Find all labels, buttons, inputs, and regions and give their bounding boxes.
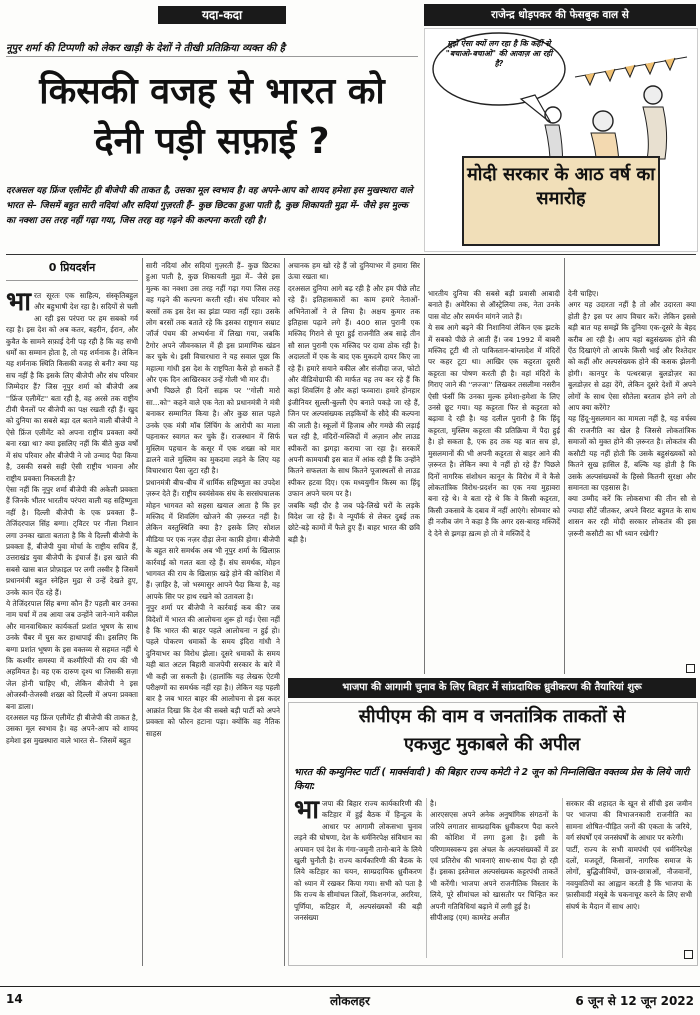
- byline: 0 प्रियदर्शन: [48, 261, 96, 274]
- article-column-2: सारी नदियां और सदियां गुज़रती हैं– कुछ छिटका हुआ पाती है, कुछ शिकायती मुद्रा में– जैसे इस मुल्क का नक्शा उस तरह नहीं गढ़ा गया जिस तरह वह गढ़ने की कल्पना करती रही। संघ परिवार को बरसों तक इस देश का झंडा प्यारा नहीं रहा। उसके लोग बरसों तक बताते रहे कि इसका राष्ट्रगान सम्राट जॉर्ज पंचम की अभ्यर्थना में लिखा गया, जबकि टैगोर अपने जीवनकाल में ही इस प्रामाणिक खंडन कर चुके थे। इसी विचारधारा ने यह सवाल पूछा कि महात्मा गांधी इस देश के राष्ट्रपिता कैसे हो सकते हैं और एक दिन आखिरकार उन्हें गोली भी मार दी। अभी पिछले ही दिनों सड़क पर ''गोली मारो सा...को'' कहने वाले एक नेता को प्रधानमंत्री ने मंत्री बनाकर सम्मानित किया है। और कुछ साल पहले उनके एक मंत्री मॉब लिंचिंग के आरोपी का माला पहनाकर स्वागत कर चुके हैं। राजस्थान में सिर्फ मुस्लिम पहचान के कसूर में एक शख्स को मार डालने वाले मुस्लिम का मुकदमा लड़ने के लिए यह विचारधारा पैसा जुटा रही है। प्रधानमंत्री बीच-बीच में धार्मिक सहिष्णुता का उपदेश ज़रूर देते हैं। राष्ट्रीय स्वयंसेवक संघ के सरसंघचालक मोहन भागवत को सहसा खयाल आता है कि हर मस्जिद में शिवलिंग खोजने की ज़रूरत नहीं है। लेकिन वस्तुस्थिति क्या है? इसके लिए सोशल मीडिया पर एक नज़र दौड़ा लेना काफ़ी होगा। बीजेपी के बहुत सारे समर्थक अब भी नूपुर शर्मा के खिलाफ़ कार्रवाई को गलत बता रहे हैं। संघ समर्थक, मोहन भागवत की राय के खिलाफ़ खड़े होने की कोशिश में हैं। ज़ाहिर है, जो भस्मासुर आपने पैदा किया है, वह आपके सिर पर हाथ रखने को उतावला है। नूपुर शर्मा पर बीजेपी ने कार्रवाई कब की? जब विदेशों में भारत की आलोचना शुरू हो गई। ऐसा नहीं है कि भारत की बाहर पहले आलोचना न हुई हो। पहले पोकरण धमाकों के समय इंदिरा गांधी ने दुनियाभर का विरोध झेला। दूसरे धमाकों के समय यही बात अटल बिहारी वाजपेयी सरकार के बारे में भी कही जा सकती है। (हालांकि यह लेखक ऐटमी परीक्षणों का समर्थक नहीं रहा है।) लेकिन यह पहली बार है जब भारत बाहर की आलोचना से इस कदर आक्रांत दिखा कि देश की सबसे बड़ी पार्टी को अपने प्रवक्ता को फौरन हटाना पड़ा। क्योंकि वह नैतिक साहस: [146, 261, 280, 738]
- article-column-1-text: रत सूरतः एक साहित्य, संस्कृतिबहुल और बहुभाषी देश रहा है। सदियों से चली आ रही इस परंपरा पर हम सबको गर्व रहा है। इस देश को अब कतर, बहरीन, ईरान, और कुवैत के सामने सफ़ाई देनी पड़ रही है कि वह सभी धर्मों का सम्मान होता है, तो यह शर्मनाक है। लेकिन यह शर्मनाक स्थिति किसकी वजह से बनी? क्या यह सच नहीं है कि इसके लिए बीजेपी और संघ परिवार जिम्मेदार हैं? जिस नूपुर शर्मा को बीजेपी अब ''फ्रिंज एलीमेंट'' बता रही है, वह अरसे तक राष्ट्रीय टीवी चैनलों पर बीजेपी का पक्ष रखती रही हैं। खुद को दुनिया का सबसे बड़ा दल बताने वाली बीजेपी ने ऐसे फ्रिंज एलीमेंट को अपना राष्ट्रीय प्रवक्ता क्यों बना रखा था? क्या इसलिए नहीं कि बीते कुछ वर्षों में संघ परिवार और बीजेपी ने जो उन्माद पैदा किया है, उसकी सबसे सही ऐसी राष्ट्रीय भावना और राष्ट्रीय प्रवक्ता निकलती है? ऐसा नहीं कि नूपुर शर्मा बीजेपी की अकेली प्रवक्ता हैं जिनके भीतर भारतीय परंपरा वाली यह सहिष्णुता नहीं है। दिल्ली बीजेपी के एक प्रवक्ता हैं– तेजिंदरपाल सिंह बग्गा। ट्विटर पर नीला निशान लगा उनका खाता बताता है कि वे दिल्ली बीजेपी के प्रवक्ता हैं, बीजेपी युवा मोर्चा के राष्ट्रीय सचिव हैं, उत्तराखंड युवा बीजेपी के इंचार्ज हैं। इस खाते की सबसे खास बात प्रोफ़ाइल पर लगी तस्वीर है जिसमें प्रधानमंत्री बहुत स्नेहिल मुद्रा से उन्हें देखते हुए, उनके कान ऐंठ रहे हैं। ये तेजिंदरपाल सिंह बग्गा कौन हैं? पहली बार उनका नाम चर्चा में तब आया जब उन्होंने जाने-माने वकील और मानवाधिकार कार्यकर्ता प्रशांत भूषण के साथ उनके चैंबर में घुस कर हाथापाई की। इसलिए कि बग्गा प्रशांत भूषण के इस वक्तव्य से सहमत नहीं थे कि कश्मीर समस्या में कश्मीरियों की राय की भी अहमियत है। वह एक दारुण दृश्य था जिसकी सज़ा जेल होनी चाहिए थी, लेकिन बीजेपी ने इस ओजस्वी-तेजस्वी शख्स को दिल्ली में अपना प्रवक्ता बना डाला। दरअसल यह फ्रिंज एलीमेंट ही बीजेपी की ताकत है, उसका मूल स्वभाव है। वह अपने-आप को शायद हमेशा इस मुखस्थारा वाले भारत से– जिसमें बहुत: [6, 291, 138, 745]
- second-article-dropcap: भा: [294, 798, 320, 825]
- article-column-3: अचानक हम खो रहे हैं जो दुनियाभर में हमारा सिर ऊंचा रखता था। दरअसल दुनिया आगे बढ़ रही है और हम पीछे लौट रहे हैं। इतिहासकारों का काम हमारे नेताओं-अभिनेताओं ने ले लिया है। अक्षय कुमार तक इतिहास पढ़ाने लगे हैं। 400 साल पुरानी एक मस्जिद गिराने से पूरा हुई राजनीति अब साढ़े तीन सौ साल पुरानी एक मस्जिद पर दावा ठोक रही है। अदालतों में एक के बाद एक मुकदमे दायर किए जा रहे हैं। हमारे सयाने वकील और संजीदा जज, फोटो और वीडियोग्राफी की मार्फत यह तय कर रहे हैं कि कहां शिवलिंग है और कहां फव्वारा। हमारे होनहार इंजीनियर सुल्ली-बुल्ली ऐप बनाते पकड़े जा रहे हैं, जिन पर अल्पसंख्यक लड़कियों के सौदे की कल्पना की जाती है। स्कूलों में हिजाब और गमछे की लड़ाई चल रही है, मंदिरों-मस्जिदों में अज़ान और लाउड स्पीकरों का झगड़ा कराया जा रहा है। सरकारें अपनी कामयाबी इस बात में आंक रही हैं कि उन्होंने कितने सफलता के साथ कितने पूजास्थलों से लाउड स्पीकर हटवा दिए। एक मध्ययुगीन किस्म का हिंदू उफान अपने चरम पर है। जबकि यही दौर है जब पढ़े-लिखे घरों के लड़के विदेश जा रहे हैं। वे न्यूयॉर्क से लेकर दुबई तक छोटे-बड़े कामों में फैले हुए हैं। बाहर भारत की छवि बड़ी है।: [288, 261, 420, 544]
- second-column-2: है। आरएसएस अपने अनेक अनुषांगिक संगठनों के जरिये लगातार साम्प्रदायिक ध्रुवीकरण पैदा करने की कोशिश में लगा हुआ है। इसी के परिणामस्वरूप इस अंचल के अल्पसंख्यकों में डर एवं प्रतिरोध की भावनाएं साथ-साथ पैदा हो रही हैं। इसका इस्तेमाल अल्पसंख्यक कट्टरपंथी ताकतें भी करेंगी। भाजपा अपने राजनीतिक विस्तार के लिये, पूरे सीमांचल को खासतौर पर चिन्हित कर अपनी गतिविधियां बढ़ाने में लगी हुई है। सीपीआइ (एम) कामरेड अजीत: [430, 799, 558, 923]
- article-column-4: भारतीय दुनिया की सबसे बड़ी प्रवासी आबादी बनाते हैं। अमेरिका से ऑस्ट्रेलिया तक, नेता उनके पास वोट और समर्थन मांगने जाते हैं। ये सब आगे बढ़ने की निशानियां लेकिन एक झटके में सबको पीछे ले आती हैं। जब 1992 में बाबरी मस्जिद टूटी थी तो पाकिस्तान-बांग्लादेश में मंदिरों पर कहर टूटा था। आखिर एक कट्टरता दूसरी कट्टरता का पोषण करती ही है। वहां मंदिरों के गिराए जाने की ''लज्जा'' लिखकर तसलीमा नसरीन ऐसी फंसीं कि उनका मुल्क हमेशा-हमेशा के लिए उनसे छूट गया। यह कट्टरता फिर से कट्टरता को बढ़ावा दे रही है। यह दलील पुरानी है कि हिंदू कट्टरता, मुस्लिम कट्टरता की प्रतिक्रिया में पैदा हुई है। हो सकता है, एक हद तक यह बात सच हो, मुसलमानों की भी अपनी कट्टरता से बाहर आने की ज़रूरत है। लेकिन क्या ये नहीं हो रहे हैं? पिछले दिनों नागरिक संशोधन कानून के विरोध में वे कैसे लोकतांत्रिक विरोध-प्रदर्शन का एक नया मुहावरा बना रहे थे। वे बता रहे थे कि वे किसी कट्टरता, किसी उकसावे के दबाव में नहीं आएंगे। सोमवार को ही नजीब जंग ने कहा है कि अगर दस-बारह मस्जिदें दे देने से झगड़ा ख़त्म हो तो वे मस्जिदें दे: [428, 289, 560, 538]
- second-column-3: सरकार की शहादत के खून से सींची इस जमीन पर भाजपा की विभाजनकारी राजनीति का सामना शोषित-पीड़ित जनों की एकता के जरिये, वर्ग संघर्षों एवं जनसंघर्षों के आधार पर करेगी। पार्टी, राज्य के सभी वामपंथी एवं धर्मनिरपेक्ष दलों, मजदूरों, किसानों, नागरिक समाज के लोगों, बुद्धिजीवियों, छात्र-छात्राओं, नौजवानों, नवयुवतियों का आह्वान करती है कि भाजपा के फ़ासीवादी मंसूबे के चकनाचूर करने के लिए सभी संघर्ष के मैदान में साथ आएं।: [566, 799, 692, 911]
- cartoon-sign: मोदी सरकार के आठ वर्ष का समारोह: [467, 164, 655, 209]
- page-number: 14: [6, 992, 23, 1006]
- second-end-mark-icon: [684, 950, 693, 959]
- section-tag: यदा-कदा: [158, 6, 286, 24]
- second-article-banner: भाजपा की आगामी चुनाव के लिए बिहार में सांप्रदायिक ध्रुवीकरण की तैयारियां शुरू: [288, 678, 696, 698]
- headline-line-2: देनी पड़ी सफ़ाई ?: [94, 121, 330, 162]
- cartoon-panel: [424, 28, 698, 252]
- second-column-1-text: जपा की बिहार राज्य कार्यकारिणी की कटिहार में हुई बैठक में हिन्दुत्व के आधार पर आगामी लोकसभा चुनाव लड़ने की घोषणा, देश के धर्मनिरपेक्ष संविधान का अपमान एवं देश के गंगा-जमुनी तानो-बाने के लिये खुली चुनौती है। राज्य कार्यकारिणी की बैठक के लिये कटिहार का चयन, साम्प्रदायिक ध्रुवीकरण को ध्यान में रखकर किया गया। सभी को पता है कि राज्य के सीमांचल जिलों, किशनगंज, अररिया, पूर्णिया, कटिहार में, अल्पसंख्यकों की बड़ी जनसंख्या: [294, 799, 422, 923]
- second-headline-line-2: एकजुट मुकाबले की अपील: [403, 734, 581, 755]
- second-headline-line-1: सीपीएम की वाम व जनतांत्रिक ताकतों से: [358, 706, 626, 727]
- end-mark-icon: [686, 664, 695, 673]
- article-kicker: नूपुर शर्मा की टिप्पणी को लेकर खाड़ी के देशों ने तीखी प्रतिक्रिया व्यक्त की है: [6, 43, 285, 54]
- standfirst: दरअसल यह फ्रिंज एलीमेंट ही बीजेपी की ताकत है, उसका मूल स्वभाव है। वह अपने-आप को शायद हमेशा इस मुखस्थारा वाले भारत से– जिसमें बहुत सारी नदियां और सदियां गुज़रती हैं– कुछ छिटका हुआ पाती है, कुछ शिकायती मुद्रा में– जैसे इस मुल्क का नक्शा उस तरह नहीं गढ़ा गया, जिस तरह वह गढ़ने की कल्पना करती रही है।: [6, 186, 413, 226]
- cartoon-speech: मुझे ऐसा क्यों लग रहा है कि कहीं से "बचाओ-बचाओ" की आवाज़ आ रही है?: [445, 39, 553, 68]
- issue-date: 6 जून से 12 जून 2022: [575, 994, 694, 1008]
- second-column-1: [294, 798, 422, 964]
- article-column-1: [6, 290, 138, 966]
- article-column-5: देनी चाहिए। अगर यह उदारता नहीं है तो और उदारता क्या होती है? इस पर आप विचार करें। लेकिन इससे बड़ी बात यह समझें कि दुनिया एक-दूसरे के बेहद करीब आ रही है। आप यहां बहुसंख्यक होने की ऐंठ दिखाएंगे तो आपके किसी भाई और रिश्तेदार को कहीं और अल्पसंख्यक होने की कसक झेलनी होगी। कानपुर के पत्थरबाज़ बुलडोज़र का बुलडोज़र से ढहा देंगे, लेकिन दूसरे देशों में अपने लोगों के साथ ऐसा सौतेला बरताव होने लगे तो आप क्या करेंगे? यह हिंदू-मुसलमान का मामला नहीं है, यह वर्चस्व की राजनीति का खेल है जिससे लोकतांत्रिक समाजों को मुक्त होने की ज़रूरत है। लोकतंत्र की कसौटी यह नहीं होती कि उसके बहुसंख्यकों को कितने सुख हासिल हैं, बल्कि यह होती है कि उसके अल्पसंख्यकों के हिस्से कितनी सुरक्षा और समानता का एहसास है। क्या उम्मीद करें कि लोकसभा की तीन सौ से ज्यादा सीटें जीतकर, अपने विराट बहुमत के साथ शासन कर रही मोदी सरकार लोकतंत्र की इस ज़रूरी कसौटी का भी ध्यान रखेगी?: [568, 289, 696, 538]
- cartoon-header: राजेन्द्र धोड़पकर की फेसबुक वाल से: [424, 4, 696, 26]
- publication-name: लोकलहर: [330, 994, 370, 1008]
- article-dropcap: भा: [6, 290, 32, 317]
- headline-line-1: किसकी वजह से भारत को: [39, 71, 385, 112]
- second-article-intro: भारत की कम्युनिस्ट पार्टी ( मार्क्सवादी ) की बिहार राज्य कमेटी ने 2 जून को निम्नलिखित वक्तव्य प्रेस के लिये जारी किया:: [294, 767, 690, 792]
